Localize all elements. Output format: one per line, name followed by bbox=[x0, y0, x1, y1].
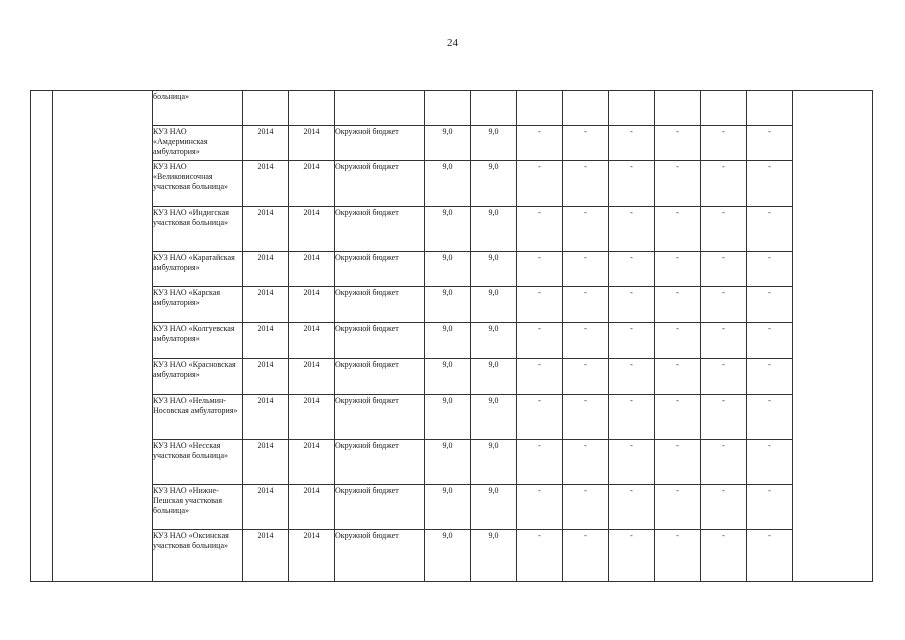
table-row bbox=[31, 323, 873, 359]
empty-value-dash-cell bbox=[517, 161, 563, 207]
empty-cell bbox=[425, 91, 471, 126]
empty-value-dash-cell bbox=[747, 395, 793, 440]
empty-cell bbox=[471, 91, 517, 126]
empty-cell bbox=[701, 91, 747, 126]
amount-total: 9,0 bbox=[442, 208, 453, 217]
empty-value-dash-cell bbox=[701, 359, 747, 395]
facility-name-cell bbox=[153, 440, 243, 485]
empty-value-dash: - bbox=[584, 324, 587, 333]
amount-year: 9,0 bbox=[488, 486, 499, 495]
empty-value-dash: - bbox=[722, 208, 725, 217]
facility-name-cell bbox=[153, 161, 243, 207]
facility-name: КУЗ НАО «Индигская участковая больница» bbox=[153, 208, 229, 227]
table-row bbox=[31, 287, 873, 323]
table-row bbox=[31, 530, 873, 582]
end-year-cell bbox=[289, 395, 335, 440]
start-year: 2014 bbox=[257, 531, 274, 540]
amount-total-cell bbox=[425, 485, 471, 530]
empty-value-dash: - bbox=[768, 360, 771, 369]
amount-year-cell bbox=[471, 359, 517, 395]
empty-value-dash-cell bbox=[747, 530, 793, 582]
empty-value-dash: - bbox=[676, 324, 679, 333]
empty-value-dash-cell bbox=[517, 287, 563, 323]
empty-value-dash-cell bbox=[517, 323, 563, 359]
empty-value-dash: - bbox=[676, 162, 679, 171]
amount-year-cell bbox=[471, 530, 517, 582]
empty-value-dash-cell bbox=[563, 440, 609, 485]
amount-total-cell bbox=[425, 530, 471, 582]
start-year-cell bbox=[243, 440, 289, 485]
amount-total: 9,0 bbox=[442, 253, 453, 262]
amount-total: 9,0 bbox=[442, 288, 453, 297]
empty-value-dash-cell bbox=[609, 485, 655, 530]
empty-value-dash: - bbox=[722, 162, 725, 171]
empty-value-dash: - bbox=[538, 288, 541, 297]
table-row bbox=[31, 485, 873, 530]
end-year-cell bbox=[289, 485, 335, 530]
empty-value-dash: - bbox=[722, 486, 725, 495]
facility-name-cell bbox=[153, 126, 243, 161]
end-year-cell bbox=[289, 440, 335, 485]
empty-value-dash: - bbox=[584, 162, 587, 171]
facility-name-cell bbox=[153, 207, 243, 252]
amount-total-cell bbox=[425, 207, 471, 252]
funding-source: Окружной бюджет bbox=[335, 531, 399, 540]
amount-year-cell bbox=[471, 287, 517, 323]
empty-value-dash-cell bbox=[655, 395, 701, 440]
end-year: 2014 bbox=[303, 253, 320, 262]
amount-year-cell bbox=[471, 323, 517, 359]
funding-source: Окружной бюджет bbox=[335, 360, 399, 369]
end-year-cell bbox=[289, 323, 335, 359]
empty-value-dash: - bbox=[584, 253, 587, 262]
table-row bbox=[31, 395, 873, 440]
empty-value-dash-cell bbox=[609, 395, 655, 440]
empty-value-dash: - bbox=[676, 486, 679, 495]
amount-total-cell bbox=[425, 323, 471, 359]
continued-name-cell bbox=[153, 91, 243, 126]
facility-name-cell bbox=[153, 287, 243, 323]
amount-year-cell bbox=[471, 126, 517, 161]
empty-value-dash: - bbox=[538, 396, 541, 405]
empty-value-dash-cell bbox=[655, 207, 701, 252]
empty-value-dash: - bbox=[584, 208, 587, 217]
end-year: 2014 bbox=[303, 324, 320, 333]
empty-value-dash: - bbox=[722, 441, 725, 450]
empty-value-dash-cell bbox=[563, 323, 609, 359]
col-note-cell bbox=[793, 91, 873, 582]
col-number-cell bbox=[31, 91, 53, 582]
empty-value-dash-cell bbox=[563, 207, 609, 252]
facility-name: КУЗ НАО «Нельмин-Носовская амбулатория» bbox=[153, 396, 238, 415]
empty-value-dash: - bbox=[722, 396, 725, 405]
empty-value-dash: - bbox=[676, 441, 679, 450]
empty-value-dash-cell bbox=[517, 395, 563, 440]
end-year: 2014 bbox=[303, 486, 320, 495]
amount-total-cell bbox=[425, 395, 471, 440]
facility-name-cell bbox=[153, 252, 243, 287]
empty-value-dash: - bbox=[538, 253, 541, 262]
amount-total: 9,0 bbox=[442, 531, 453, 540]
funding-source: Окружной бюджет bbox=[335, 253, 399, 262]
start-year: 2014 bbox=[257, 360, 274, 369]
funding-source: Окружной бюджет bbox=[335, 441, 399, 450]
end-year: 2014 bbox=[303, 127, 320, 136]
empty-value-dash: - bbox=[630, 531, 633, 540]
empty-value-dash: - bbox=[722, 531, 725, 540]
empty-value-dash-cell bbox=[517, 530, 563, 582]
empty-value-dash-cell bbox=[517, 126, 563, 161]
empty-value-dash-cell bbox=[747, 323, 793, 359]
start-year: 2014 bbox=[257, 441, 274, 450]
empty-value-dash-cell bbox=[701, 287, 747, 323]
empty-value-dash-cell bbox=[701, 530, 747, 582]
empty-cell bbox=[289, 91, 335, 126]
amount-total-cell bbox=[425, 252, 471, 287]
amount-year-cell bbox=[471, 395, 517, 440]
start-year-cell bbox=[243, 359, 289, 395]
end-year-cell bbox=[289, 530, 335, 582]
empty-value-dash-cell bbox=[563, 287, 609, 323]
empty-value-dash: - bbox=[538, 531, 541, 540]
facility-name-cell bbox=[153, 485, 243, 530]
empty-value-dash: - bbox=[676, 396, 679, 405]
empty-value-dash: - bbox=[768, 396, 771, 405]
funding-source-cell bbox=[335, 207, 425, 252]
empty-value-dash-cell bbox=[609, 252, 655, 287]
amount-year: 9,0 bbox=[488, 531, 499, 540]
start-year-cell bbox=[243, 395, 289, 440]
empty-value-dash-cell bbox=[747, 485, 793, 530]
amount-total: 9,0 bbox=[442, 486, 453, 495]
empty-value-dash: - bbox=[676, 360, 679, 369]
empty-value-dash-cell bbox=[747, 252, 793, 287]
end-year-cell bbox=[289, 252, 335, 287]
empty-value-dash: - bbox=[584, 288, 587, 297]
empty-value-dash-cell bbox=[609, 207, 655, 252]
amount-year: 9,0 bbox=[488, 162, 499, 171]
funding-source-cell bbox=[335, 395, 425, 440]
empty-value-dash-cell bbox=[609, 359, 655, 395]
amount-year: 9,0 bbox=[488, 288, 499, 297]
facility-name: КУЗ НАО «Каратайская амбулатория» bbox=[153, 253, 235, 272]
empty-value-dash-cell bbox=[655, 323, 701, 359]
empty-value-dash: - bbox=[630, 486, 633, 495]
funding-source-cell bbox=[335, 323, 425, 359]
start-year: 2014 bbox=[257, 486, 274, 495]
empty-value-dash: - bbox=[768, 127, 771, 136]
amount-year: 9,0 bbox=[488, 253, 499, 262]
empty-value-dash: - bbox=[768, 253, 771, 262]
end-year: 2014 bbox=[303, 360, 320, 369]
end-year: 2014 bbox=[303, 208, 320, 217]
start-year: 2014 bbox=[257, 396, 274, 405]
empty-value-dash-cell bbox=[701, 323, 747, 359]
empty-value-dash: - bbox=[768, 208, 771, 217]
amount-year-cell bbox=[471, 207, 517, 252]
budget-table bbox=[30, 90, 873, 582]
amount-total: 9,0 bbox=[442, 324, 453, 333]
funding-source: Окружной бюджет bbox=[335, 162, 399, 171]
end-year: 2014 bbox=[303, 396, 320, 405]
table-row bbox=[31, 440, 873, 485]
amount-year-cell bbox=[471, 485, 517, 530]
facility-name-cell bbox=[153, 530, 243, 582]
amount-total-cell bbox=[425, 359, 471, 395]
amount-total-cell bbox=[425, 287, 471, 323]
start-year: 2014 bbox=[257, 127, 274, 136]
empty-value-dash-cell bbox=[747, 440, 793, 485]
table-row bbox=[31, 359, 873, 395]
empty-value-dash: - bbox=[584, 531, 587, 540]
empty-value-dash-cell bbox=[655, 161, 701, 207]
facility-name-cell bbox=[153, 359, 243, 395]
empty-value-dash: - bbox=[584, 441, 587, 450]
empty-value-dash-cell bbox=[701, 440, 747, 485]
empty-value-dash-cell bbox=[517, 207, 563, 252]
amount-year-cell bbox=[471, 440, 517, 485]
empty-value-dash: - bbox=[630, 441, 633, 450]
funding-source-cell bbox=[335, 359, 425, 395]
empty-value-dash-cell bbox=[563, 252, 609, 287]
empty-value-dash-cell bbox=[701, 207, 747, 252]
end-year-cell bbox=[289, 207, 335, 252]
funding-source: Окружной бюджет bbox=[335, 486, 399, 495]
amount-total: 9,0 bbox=[442, 441, 453, 450]
amount-total-cell bbox=[425, 126, 471, 161]
empty-value-dash-cell bbox=[609, 126, 655, 161]
funding-source-cell bbox=[335, 440, 425, 485]
empty-value-dash: - bbox=[630, 360, 633, 369]
empty-value-dash-cell bbox=[609, 323, 655, 359]
facility-name-cell bbox=[153, 395, 243, 440]
empty-value-dash-cell bbox=[517, 440, 563, 485]
facility-name: КУЗ НАО «Несская участковая больница» bbox=[153, 441, 229, 460]
empty-value-dash-cell bbox=[517, 252, 563, 287]
empty-value-dash: - bbox=[538, 441, 541, 450]
empty-value-dash: - bbox=[630, 162, 633, 171]
empty-value-dash: - bbox=[676, 288, 679, 297]
empty-value-dash: - bbox=[630, 396, 633, 405]
funding-source-cell bbox=[335, 530, 425, 582]
empty-value-dash-cell bbox=[655, 126, 701, 161]
funding-source-cell bbox=[335, 252, 425, 287]
end-year: 2014 bbox=[303, 162, 320, 171]
empty-value-dash: - bbox=[538, 127, 541, 136]
empty-value-dash: - bbox=[538, 486, 541, 495]
empty-value-dash-cell bbox=[563, 530, 609, 582]
empty-value-dash-cell bbox=[517, 485, 563, 530]
funding-source-cell bbox=[335, 485, 425, 530]
end-year-cell bbox=[289, 287, 335, 323]
empty-value-dash: - bbox=[768, 531, 771, 540]
end-year-cell bbox=[289, 359, 335, 395]
empty-cell bbox=[243, 91, 289, 126]
amount-year: 9,0 bbox=[488, 208, 499, 217]
start-year-cell bbox=[243, 161, 289, 207]
facility-name: КУЗ НАО «Колгуевская амбулатория» bbox=[153, 324, 235, 343]
amount-total-cell bbox=[425, 440, 471, 485]
amount-total: 9,0 bbox=[442, 396, 453, 405]
empty-cell bbox=[747, 91, 793, 126]
start-year-cell bbox=[243, 287, 289, 323]
start-year-cell bbox=[243, 323, 289, 359]
empty-value-dash-cell bbox=[609, 287, 655, 323]
amount-total: 9,0 bbox=[442, 162, 453, 171]
empty-value-dash: - bbox=[538, 208, 541, 217]
facility-name-cell bbox=[153, 323, 243, 359]
empty-value-dash: - bbox=[676, 253, 679, 262]
empty-value-dash: - bbox=[584, 127, 587, 136]
empty-value-dash: - bbox=[722, 127, 725, 136]
funding-source: Окружной бюджет bbox=[335, 324, 399, 333]
facility-name: КУЗ НАО «Карская амбулатория» bbox=[153, 288, 221, 307]
funding-source-cell bbox=[335, 161, 425, 207]
facility-name: КУЗ НАО «Великовисочная участковая больница» bbox=[153, 162, 229, 191]
empty-value-dash: - bbox=[630, 324, 633, 333]
table-row-continued bbox=[31, 91, 873, 126]
end-year: 2014 bbox=[303, 531, 320, 540]
empty-value-dash-cell bbox=[517, 359, 563, 395]
funding-source: Окружной бюджет bbox=[335, 208, 399, 217]
empty-value-dash: - bbox=[768, 288, 771, 297]
table-row bbox=[31, 252, 873, 287]
empty-cell bbox=[335, 91, 425, 126]
start-year: 2014 bbox=[257, 162, 274, 171]
empty-value-dash-cell bbox=[655, 359, 701, 395]
empty-value-dash: - bbox=[676, 127, 679, 136]
empty-value-dash: - bbox=[722, 288, 725, 297]
continued-name: больница» bbox=[153, 92, 189, 101]
empty-value-dash: - bbox=[768, 162, 771, 171]
funding-source: Окружной бюджет bbox=[335, 288, 399, 297]
empty-value-dash-cell bbox=[563, 485, 609, 530]
empty-value-dash-cell bbox=[747, 207, 793, 252]
empty-value-dash-cell bbox=[563, 126, 609, 161]
end-year: 2014 bbox=[303, 288, 320, 297]
empty-value-dash: - bbox=[676, 208, 679, 217]
empty-cell bbox=[563, 91, 609, 126]
empty-value-dash-cell bbox=[655, 440, 701, 485]
start-year: 2014 bbox=[257, 253, 274, 262]
table-row bbox=[31, 161, 873, 207]
empty-value-dash-cell bbox=[747, 161, 793, 207]
end-year-cell bbox=[289, 161, 335, 207]
empty-value-dash: - bbox=[722, 324, 725, 333]
empty-value-dash-cell bbox=[609, 440, 655, 485]
empty-value-dash: - bbox=[630, 253, 633, 262]
amount-year-cell bbox=[471, 161, 517, 207]
empty-value-dash-cell bbox=[701, 252, 747, 287]
empty-value-dash: - bbox=[722, 360, 725, 369]
page-number: 24 bbox=[447, 37, 458, 49]
empty-value-dash: - bbox=[630, 208, 633, 217]
end-year-cell bbox=[289, 126, 335, 161]
empty-value-dash: - bbox=[630, 127, 633, 136]
start-year: 2014 bbox=[257, 324, 274, 333]
start-year: 2014 bbox=[257, 208, 274, 217]
table-row bbox=[31, 126, 873, 161]
empty-value-dash: - bbox=[584, 396, 587, 405]
facility-name: КУЗ НАО «Оксинская участковая больница» bbox=[153, 531, 229, 550]
amount-total: 9,0 bbox=[442, 127, 453, 136]
empty-value-dash-cell bbox=[609, 161, 655, 207]
amount-year: 9,0 bbox=[488, 360, 499, 369]
start-year-cell bbox=[243, 485, 289, 530]
empty-value-dash-cell bbox=[563, 359, 609, 395]
empty-cell bbox=[655, 91, 701, 126]
empty-value-dash: - bbox=[768, 486, 771, 495]
amount-year-cell bbox=[471, 252, 517, 287]
empty-value-dash: - bbox=[584, 486, 587, 495]
amount-year: 9,0 bbox=[488, 441, 499, 450]
empty-value-dash-cell bbox=[655, 252, 701, 287]
facility-name: КУЗ НАО «Нижне-Пешская участковая больница» bbox=[153, 486, 223, 515]
empty-value-dash-cell bbox=[655, 530, 701, 582]
amount-year: 9,0 bbox=[488, 127, 499, 136]
empty-cell bbox=[609, 91, 655, 126]
funding-source: Окружной бюджет bbox=[335, 127, 399, 136]
start-year: 2014 bbox=[257, 288, 274, 297]
empty-value-dash: - bbox=[630, 288, 633, 297]
start-year-cell bbox=[243, 207, 289, 252]
funding-source-cell bbox=[335, 126, 425, 161]
empty-value-dash: - bbox=[676, 531, 679, 540]
empty-value-dash: - bbox=[584, 360, 587, 369]
empty-value-dash: - bbox=[538, 324, 541, 333]
funding-source: Окружной бюджет bbox=[335, 396, 399, 405]
empty-value-dash-cell bbox=[747, 359, 793, 395]
empty-value-dash: - bbox=[768, 441, 771, 450]
start-year-cell bbox=[243, 126, 289, 161]
table-body bbox=[31, 91, 873, 582]
table-row bbox=[31, 207, 873, 252]
facility-name: КУЗ НАО «Красновская амбулатория» bbox=[153, 360, 236, 379]
empty-value-dash-cell bbox=[747, 126, 793, 161]
empty-value-dash-cell bbox=[563, 161, 609, 207]
empty-value-dash-cell bbox=[563, 395, 609, 440]
empty-value-dash-cell bbox=[701, 395, 747, 440]
empty-value-dash-cell bbox=[609, 530, 655, 582]
empty-value-dash-cell bbox=[701, 126, 747, 161]
empty-value-dash-cell bbox=[655, 485, 701, 530]
end-year: 2014 bbox=[303, 441, 320, 450]
amount-year: 9,0 bbox=[488, 396, 499, 405]
empty-value-dash: - bbox=[768, 324, 771, 333]
empty-value-dash-cell bbox=[655, 287, 701, 323]
start-year-cell bbox=[243, 530, 289, 582]
amount-total: 9,0 bbox=[442, 360, 453, 369]
amount-year: 9,0 bbox=[488, 324, 499, 333]
empty-value-dash: - bbox=[538, 162, 541, 171]
empty-value-dash-cell bbox=[747, 287, 793, 323]
start-year-cell bbox=[243, 252, 289, 287]
empty-value-dash-cell bbox=[701, 485, 747, 530]
amount-total-cell bbox=[425, 161, 471, 207]
col-measure-cell bbox=[53, 91, 153, 582]
empty-value-dash: - bbox=[722, 253, 725, 262]
empty-value-dash: - bbox=[538, 360, 541, 369]
empty-value-dash-cell bbox=[701, 161, 747, 207]
funding-source-cell bbox=[335, 287, 425, 323]
facility-name: КУЗ НАО «Амдерминская амбулатория» bbox=[153, 127, 208, 156]
empty-cell bbox=[517, 91, 563, 126]
